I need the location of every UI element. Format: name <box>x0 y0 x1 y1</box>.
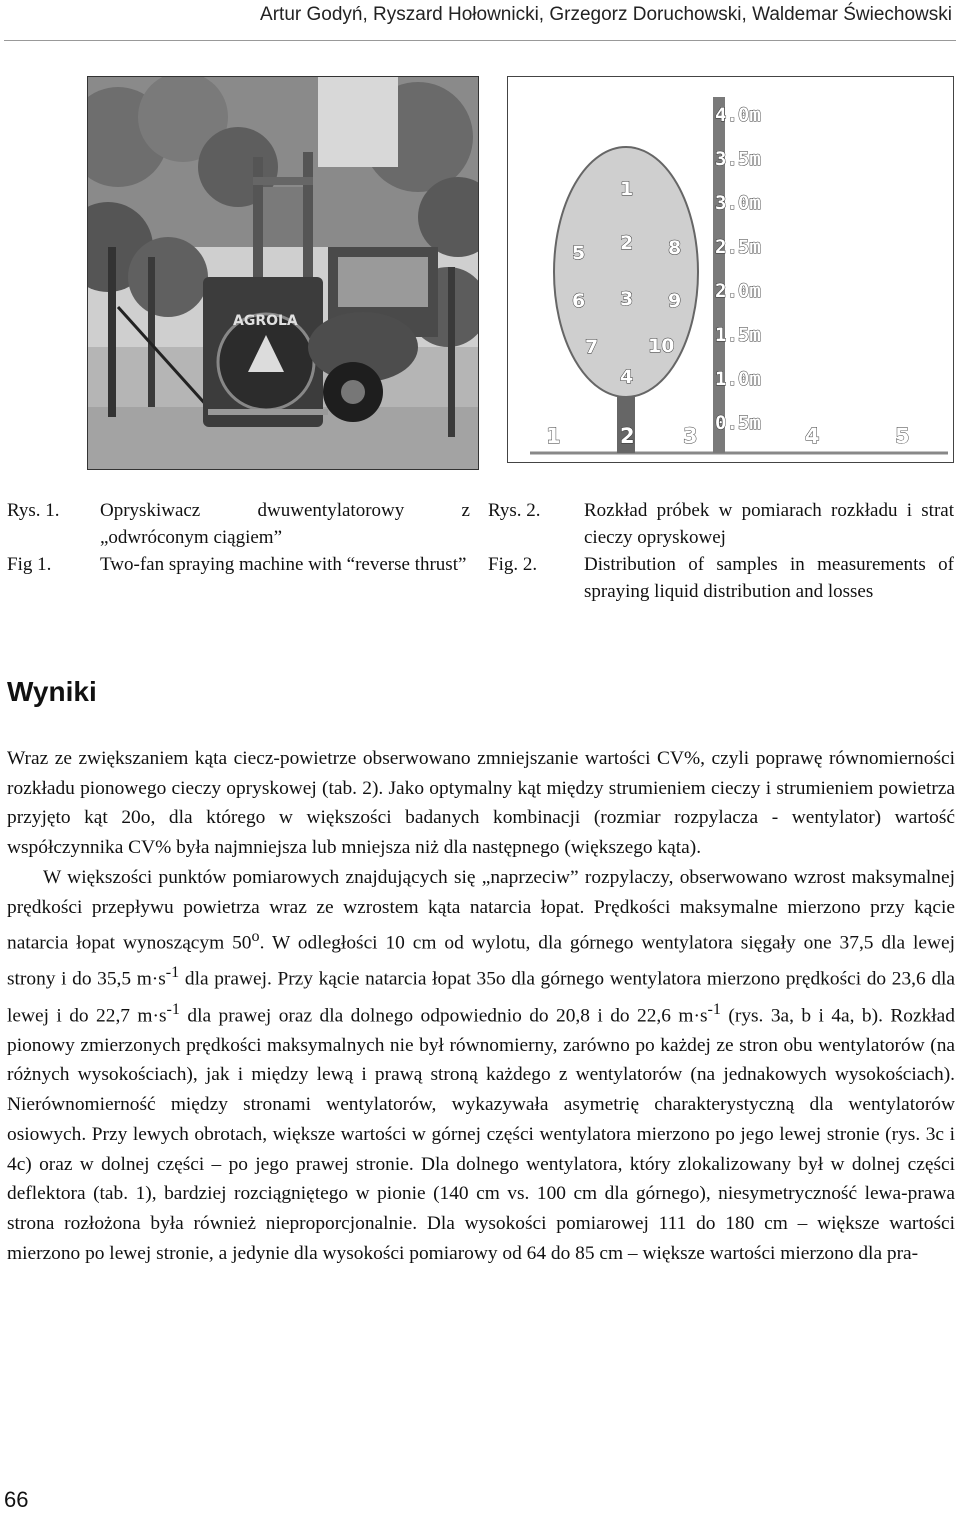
crown-sample-10: 10 <box>648 335 675 357</box>
paragraph-2 <box>7 863 955 1269</box>
body-text <box>7 744 955 1268</box>
fig1-caption-en: Two-fan spraying machine with “reverse thrust” <box>100 554 467 575</box>
height-label-2-5: 2.5m <box>715 236 761 258</box>
ground-sample-4: 4 <box>805 424 820 448</box>
fig1-label-pl: Rys. 1. <box>7 500 60 521</box>
running-head-authors: Artur Godyń, Ryszard Hołownicki, Grzegorz Doruchowski, Waldemar Świechowski <box>260 4 952 25</box>
fig1-caption-pl: Opryskiwacz dwuwentylatorowy z „odwróconym ciągiem” <box>100 500 470 548</box>
sprayer-photo-drawing <box>88 77 478 469</box>
crown-sample-6: 6 <box>572 290 586 312</box>
crown-sample-1: 1 <box>620 178 634 200</box>
fig2-caption-en: Distribution of samples in measurements of spraying liquid distribution and losses <box>584 554 954 602</box>
unit-superscript-1: -1 <box>165 964 180 982</box>
height-label-3-0: 3.0m <box>715 192 761 214</box>
paragraph-2-part-d: dla prawej oraz dla dolnego odpowiednio do 20,8 i do 22,6 m·s <box>179 1005 708 1027</box>
fig2-label-en: Fig. 2. <box>488 554 538 575</box>
fig1-label-en: Fig 1. <box>7 554 52 575</box>
sample-distribution-diagram <box>507 76 954 463</box>
crown-sample-2: 2 <box>620 232 634 254</box>
crown-sample-3: 3 <box>620 288 634 310</box>
height-label-2-0: 2.0m <box>715 280 761 302</box>
height-label-3-5: 3.5m <box>715 148 761 170</box>
sprayer-photo <box>87 76 479 470</box>
ground-sample-5: 5 <box>895 424 910 448</box>
crown-sample-8: 8 <box>668 237 682 259</box>
crown-sample-4: 4 <box>620 366 634 388</box>
height-label-4-0: 4.0m <box>715 104 761 126</box>
page-number: 66 <box>4 1487 29 1512</box>
section-title: Wyniki <box>7 676 97 707</box>
paragraph-2-part-a: W większości punktów pomiarowych znajdujących się „naprzeciw” rozpylaczy, obserwowano wzrost maksymalnej prędkości przepływu powietrza wraz ze wzrostem kąta natarcia łopat. Prędkości maksymalne mierzono przy kącie natarcia łopat wynoszącym 50 <box>7 866 955 954</box>
crown-sample-7: 7 <box>585 336 599 358</box>
fig2-caption-pl: Rozkład próbek w pomiarach rozkładu i strat cieczy opryskowej <box>584 500 954 548</box>
degree-superscript: o <box>251 928 260 946</box>
sample-distribution-drawing <box>508 77 953 462</box>
sprayer-brand-label: AGROLA <box>233 313 298 329</box>
height-label-1-0: 1.0m <box>715 368 761 390</box>
fig2-label-pl: Rys. 2. <box>488 500 541 521</box>
header-rule <box>4 40 956 41</box>
ground-sample-3: 3 <box>683 424 698 448</box>
unit-superscript-2: -1 <box>166 1000 180 1018</box>
ground-sample-1: 1 <box>546 424 561 448</box>
paragraph-2-part-e: (rys. 3a, b i 4a, b). Rozkład pionowy zmierzonych prędkości maksymalnych nie był równomierny, zarówno po każdej ze stron obu wentylatorów (na różnych wysokościach), jak i między lewą i prawą stroną każdego z wentylatorów (na jednakowych wysokościach). Nierównomierność między stronami wentylatorów, wykazywała asymetrię charakterystyczną dla wentylatorów osiowych. Przy lewych obrotach, większe wartości w górnej części wentylatora mierzono po jego lewej stronie (rys. 3c i 4c) oraz w dolnej części – po jego prawej stronie. Dla dolnego wentylatora, który zlokalizowany był w dolnej części deflektora (tab. 1), bardziej rozciągniętego w pionie (140 cm vs. 100 cm dla górnego), niesymetryczność lewa-prawa strona rozłożona była również nieproporcjonalnie. Dla wysokości pomiarowej 111 do 180 cm – większe wartości mierzono po lewej stronie, a jedynie dla wysokości pomiarowy od 64 do 85 cm – większe wartości mierzono dla pra- <box>7 1005 955 1264</box>
paragraph-1: Wraz ze zwiększaniem kąta ciecz-powietrze obserwowano zmniejszanie wartości CV%, czyli poprawę równomierności rozkładu pionowego cieczy opryskowej (tab. 2). Jako optymalny kąt między strumieniem cieczy i strumieniem powietrza przyjęto kąt 20o, dla którego w większości badanych kombinacji (rozmiar rozpylacza - wentylator) wartość współczynnika CV% była najmniejsza lub mniejsza niż dla następnego (większego kąta). <box>7 748 955 859</box>
height-label-1-5: 1.5m <box>715 324 761 346</box>
height-label-0-5: 0.5m <box>715 412 761 434</box>
unit-superscript-3: -1 <box>707 1000 721 1018</box>
crown-sample-9: 9 <box>668 290 682 312</box>
crown-sample-5: 5 <box>572 242 586 264</box>
paragraph-2-part-b: . W odległości 10 cm od wylotu, dla górnego wentylatora sięgały one 37,5 dla lewej strony i do 35,5 m·s <box>7 932 955 990</box>
paragraph-2-part-c: dla prawej. Przy kącie natarcia łopat 35o dla górnego wentylatora mierzono prędkości do 23,6 dla lewej i do 22,7 m·s <box>7 968 956 1027</box>
ground-sample-2: 2 <box>620 424 635 448</box>
